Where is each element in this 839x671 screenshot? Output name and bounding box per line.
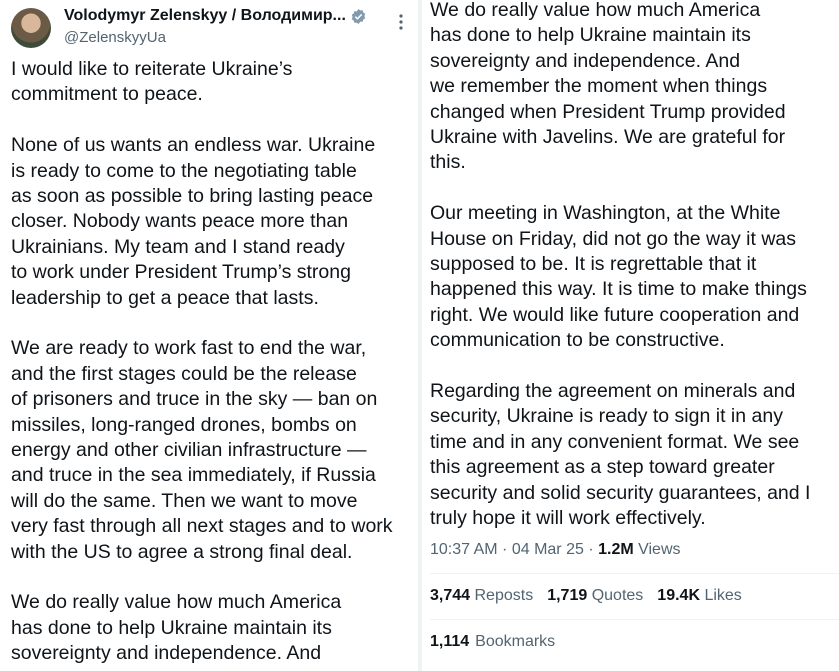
tweet-text-line: energy and other civilian infrastructure — (11, 439, 367, 462)
tweet-date[interactable]: 04 Mar 25 (511, 541, 584, 558)
tweet-text-line: Ukrainians. My team and I stand ready (11, 235, 345, 258)
tweet-text-line: sovereignty and independence. And (430, 49, 741, 72)
tweet-text-line: Ukraine with Javelins. We are grateful for (430, 126, 786, 149)
tweet-text-line: I would like to reiterate Ukraine’s (11, 58, 293, 80)
tweet-text-line: Regarding the agreement on minerals and (430, 380, 796, 403)
tweet-text-line: security, Ukraine is ready to sign it in any (430, 405, 783, 428)
tweet-text-line: right. We would like future cooperation and (430, 303, 800, 326)
tweet-text-line: changed when President Trump provided (430, 100, 786, 123)
stats-divider-bottom (430, 619, 839, 620)
quotes-count: 1,719 (547, 587, 588, 604)
tweet-text-line: Our meeting in Washington, at the White (430, 202, 781, 225)
quotes-stat[interactable] (547, 587, 643, 605)
tweet-text-line: We are ready to work fast to end the war, (11, 337, 367, 360)
tweet-text-line: supposed to be. It is regrettable that it (430, 253, 757, 276)
quotes-label: Quotes (591, 587, 644, 604)
tweet-text-line: commitment to peace. (11, 83, 203, 106)
tweet-text-line: closer. Nobody wants peace more than (11, 210, 349, 233)
tweet-text-line: communication to be constructive. (430, 329, 725, 352)
tweet-text-line: to work under President Trump’s strong (11, 261, 351, 284)
meta-separator: · (583, 541, 599, 558)
bookmarks-stat[interactable] (430, 633, 555, 651)
tweet-text-line: None of us wants an endless war. Ukraine (11, 134, 376, 157)
meta-separator: · (497, 541, 512, 558)
tweet-text-line: truly hope it will work effectively. (430, 507, 706, 530)
tweet-meta (430, 541, 681, 559)
likes-stat[interactable] (657, 587, 742, 605)
tweet-text-line: will do the same. Then we want to move (11, 489, 358, 512)
bookmarks-label: Bookmarks (475, 633, 556, 650)
tweet-text-line: has done to help Ukraine maintain its (430, 24, 751, 47)
tweet-text-line: has done to help Ukraine maintain its (11, 616, 332, 639)
reposts-stat[interactable] (430, 587, 533, 605)
tweet-text-line: very fast through all next stages and to work (11, 515, 393, 538)
tweet-text-line: and the first stages could be the release (11, 362, 357, 385)
engagement-stats (430, 587, 742, 605)
tweet-text-line: We do really value how much America (430, 0, 761, 21)
tweet-text-line: happened this way. It is time to make things (430, 278, 807, 301)
tweet-text-line: sovereignty and independence. And (11, 642, 322, 665)
tweet-paragraph (430, 379, 835, 531)
tweet-text-line: We do really value how much America (11, 591, 342, 614)
tweet-text-line: time and in any convenient format. We see (430, 430, 800, 453)
display-name[interactable]: Volodymyr Zelenskyy / Володимир... (64, 7, 346, 24)
reposts-count: 3,744 (430, 587, 471, 604)
tweet-text-line: leadership to get a peace that lasts. (11, 286, 319, 309)
stats-divider-top (430, 573, 839, 574)
tweet-paragraph (430, 0, 835, 176)
tweet-text-line: missiles, long-ranged drones, bombs on (11, 413, 357, 436)
tweet-text-line: is ready to come to the negotiating table (11, 159, 357, 182)
tweet-text-line: with the US to agree a strong final deal. (11, 540, 353, 563)
likes-count: 19.4K (657, 587, 700, 604)
tweet-text-line: this. (430, 151, 466, 174)
tweet-text-line: and truce in the sea immediately, if Russia (11, 464, 376, 487)
tweet-paragraph (430, 201, 835, 353)
tweet-text-right (430, 0, 835, 557)
tweet-text-line: we remember the moment when things (430, 75, 768, 98)
likes-label: Likes (704, 587, 742, 604)
user-handle[interactable]: @ZelenskyyUa (64, 29, 166, 46)
bookmarks-count: 1,114 (430, 633, 470, 650)
reposts-label: Reposts (474, 587, 534, 604)
tweet-text-line: of prisoners and truce in the sky — ban on (11, 388, 378, 411)
tweet-text-line: security and solid security guarantees, and I (430, 481, 811, 504)
tweet-time[interactable]: 10:37 AM (430, 541, 498, 558)
tweet-text-line: as soon as possible to bring lasting peace (11, 185, 374, 208)
tweet-text-line: House on Friday, did not go the way it was (430, 227, 796, 250)
views-label: Views (633, 541, 681, 558)
tweet-text-line: this agreement as a step toward greater (430, 456, 775, 479)
views-count: 1.2M (598, 541, 634, 558)
